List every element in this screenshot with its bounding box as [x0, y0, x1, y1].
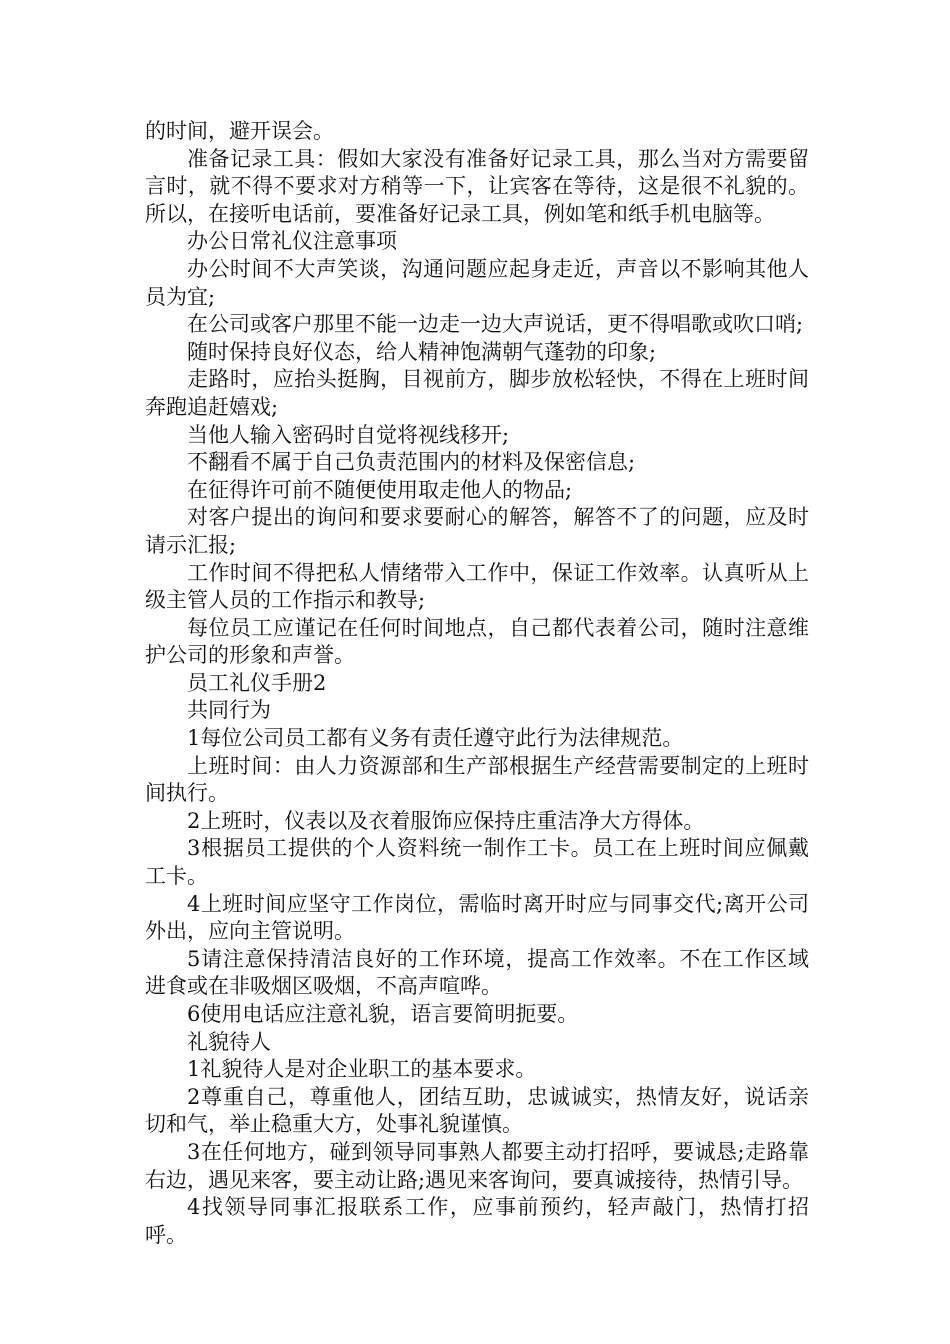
paragraph: 3根据员工提供的个人资料统一制作工卡。员工在上班时间应佩戴工卡。	[145, 836, 809, 889]
paragraph: 4找领导同事汇报联系工作，应事前预约，轻声敲门，热情打招呼。	[145, 1195, 809, 1247]
paragraph: 走路时，应抬头挺胸，目视前方，脚步放松轻快，不得在上班时间奔跑追赶嬉戏;	[145, 367, 809, 419]
paragraph: 4上班时间应坚守工作岗位，需临时离开时应与同事交代;离开公司外出，应向主管说明。	[145, 891, 809, 944]
paragraph: 准备记录工具：假如大家没有准备好记录工具，那么当对方需要留言时，就不得不要求对方稍等一下，让宾客在等待，这是很不礼貌的。所以，在接听电话前，要准备好记录工具，例如笔和纸手机电脑等。	[145, 146, 809, 226]
paragraph: 的时间，避开误会。	[145, 119, 334, 143]
paragraph: 办公日常礼仪注意事项	[187, 229, 397, 254]
paragraph: 6使用电话应注意礼貌，语言要简明扼要。	[187, 1002, 579, 1026]
paragraph: 上班时间：由人力资源部和生产部根据生产经营需要制定的上班时间执行。	[145, 753, 809, 806]
paragraph: 在公司或客户那里不能一边走一边大声说话，更不得唱歌或吹口哨;	[187, 312, 804, 337]
paragraph: 员工礼仪手册2	[187, 670, 327, 695]
paragraph: 共同行为	[187, 698, 271, 723]
paragraph: 3在任何地方，碰到领导同事熟人都要主动打招呼，要诚恳;走路靠右边，遇见来客，要主动让路;遇见来客询问，要真诚接待，热情引导。	[145, 1139, 809, 1192]
paragraph: 每位员工应谨记在任何时间地点，自己都代表着公司，随时注意维护公司的形象和声誉。	[145, 615, 809, 668]
paragraph: 2上班时，仪表以及衣着服饰应保持庄重洁净大方得体。	[187, 808, 705, 833]
paragraph: 随时保持良好仪态，给人精神饱满朝气蓬勃的印象;	[187, 339, 657, 364]
paragraph: 1每位公司员工都有义务有责任遵守此行为法律规范。	[187, 726, 684, 751]
paragraph: 在征得许可前不随便使用取走他人的物品;	[187, 477, 573, 502]
paragraph: 当他人输入密码时自觉将视线移开;	[187, 422, 510, 447]
document-body	[145, 118, 809, 1249]
paragraph: 礼貌待人	[187, 1029, 271, 1054]
paragraph: 办公时间不大声笑谈，沟通问题应起身走近，声音以不影响其他人员为宜;	[145, 256, 809, 309]
paragraph: 2尊重自己，尊重他人，团结互助，忠诚诚实，热情友好，说话亲切和气，举止稳重大方，处事礼貌谨慎。	[145, 1084, 809, 1137]
paragraph: 不翻看不属于自己负责范围内的材料及保密信息;	[187, 450, 636, 475]
paragraph: 5请注意保持清洁良好的工作环境，提高工作效率。不在工作区域进食或在非吸烟区吸烟，不高声喧哗。	[145, 946, 809, 999]
paragraph: 工作时间不得把私人情绪带入工作中，保证工作效率。认真听从上级主管人员的工作指示和教导;	[145, 560, 809, 613]
paragraph: 对客户提出的询问和要求要耐心的解答，解答不了的问题，应及时请示汇报;	[145, 505, 809, 557]
paragraph: 1礼貌待人是对企业职工的基本要求。	[187, 1057, 537, 1082]
